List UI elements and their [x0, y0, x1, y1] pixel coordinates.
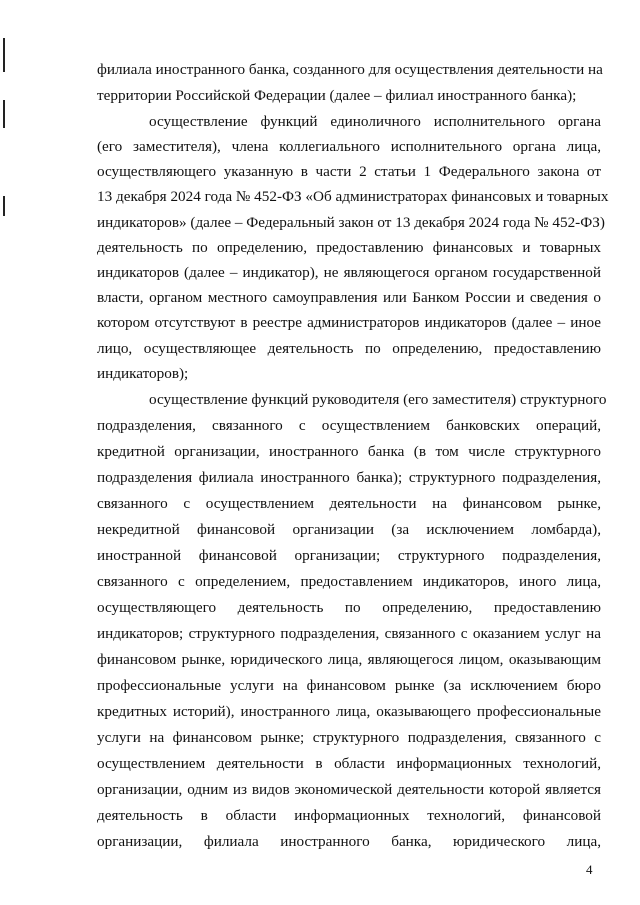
- scan-margin-mark: [3, 196, 5, 216]
- text-line: связанного с определением, предоставлением индикаторов, иного лица,: [97, 573, 601, 590]
- text-line: деятельность в области информационных технологий, финансовой: [97, 807, 601, 824]
- text-line: кредитной организации, иностранного банка (в том числе структурного: [97, 443, 601, 460]
- text-line: лицо, осуществляющее деятельность по определению, предоставлению: [97, 340, 601, 357]
- text-line: 13 декабря 2024 года № 452-ФЗ «Об администраторах финансовых и товарных: [97, 188, 609, 205]
- text-line: осуществляющего деятельность по определению, предоставлению: [97, 599, 601, 616]
- text-line: кредитных историй), иностранного лица, оказывающего профессиональные: [97, 703, 601, 720]
- text-line: власти, органом местного самоуправления или Банком России и сведения о: [97, 289, 601, 306]
- paragraph-first-line: осуществление функций единоличного исполнительного органа: [149, 113, 601, 130]
- page-number: 4: [586, 862, 593, 877]
- scan-margin-mark: [3, 38, 5, 72]
- scan-margin-mark: [3, 100, 5, 128]
- text-line: некредитной финансовой организации (за исключением ломбарда),: [97, 521, 601, 538]
- paragraph-first-line: осуществление функций руководителя (его заместителя) структурного: [149, 391, 607, 408]
- text-line: подразделения филиала иностранного банка); структурного подразделения,: [97, 469, 601, 486]
- text-line: индикаторов (далее – индикатор), не являющегося органом государственной: [97, 264, 601, 281]
- text-line: территории Российской Федерации (далее – филиал иностранного банка);: [97, 87, 577, 104]
- text-line: индикаторов);: [97, 365, 189, 382]
- text-line: осуществляющего указанную в части 2 статьи 1 Федерального закона от: [97, 163, 601, 180]
- text-line: деятельность по определению, предоставлению финансовых и товарных: [97, 239, 601, 256]
- text-line: индикаторов; структурного подразделения, связанного с оказанием услуг на: [97, 625, 601, 642]
- text-line: организации, одним из видов экономической деятельности которой является: [97, 781, 601, 798]
- text-line: организации, филиала иностранного банка, юридического лица,: [97, 833, 601, 850]
- text-line: услуги на финансовом рынке; структурного подразделения, связанного с: [97, 729, 601, 746]
- text-line: подразделения, связанного с осуществлением банковских операций,: [97, 417, 601, 434]
- text-line: финансовом рынке, юридического лица, являющегося лицом, оказывающим: [97, 651, 601, 668]
- text-line: филиала иностранного банка, созданного для осуществления деятельности на: [97, 61, 603, 78]
- text-line: иностранной финансовой организации; структурного подразделения,: [97, 547, 601, 564]
- text-line: осуществлением деятельности в области информационных технологий,: [97, 755, 601, 772]
- text-line: котором отсутствуют в реестре администраторов индикаторов (далее – иное: [97, 314, 601, 331]
- text-line: (его заместителя), члена коллегиального исполнительного органа лица,: [97, 138, 601, 155]
- text-line: профессиональные услуги на финансовом рынке (за исключением бюро: [97, 677, 601, 694]
- text-line: связанного с осуществлением деятельности на финансовом рынке,: [97, 495, 601, 512]
- text-line: индикаторов» (далее – Федеральный закон от 13 декабря 2024 года № 452-ФЗ): [97, 214, 605, 231]
